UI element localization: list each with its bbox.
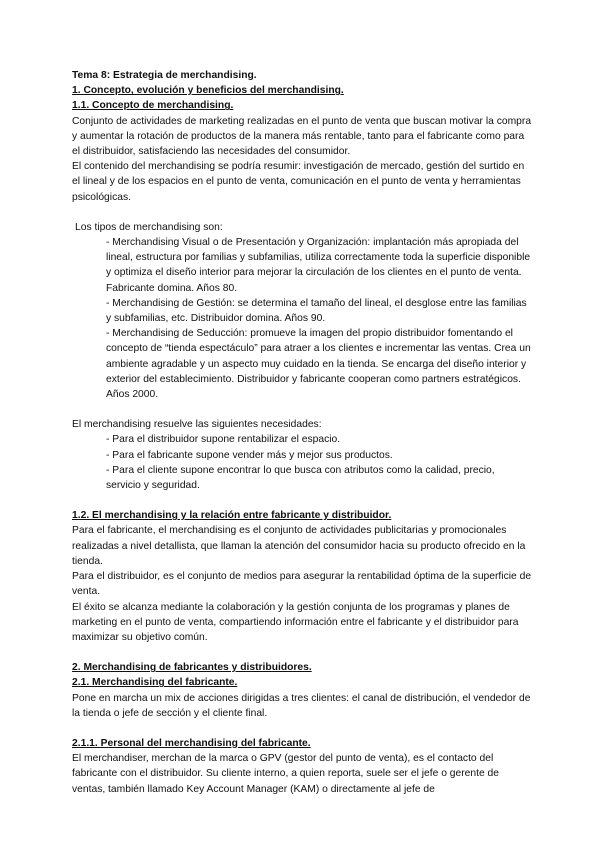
paragraph: Para el distribuidor, es el conjunto de medios para asegurar la rentabilidad óptima de la superficie de venta. [72,571,532,598]
list-item: - Merchandising de Seducción: promueve la imagen del propio distribuidor fomentando el concepto de “tienda espectáculo” para atraer a los clientes e incrementar las ventas. Crea un ambiente agradable y un aspecto muy cuidado en la tienda. Se encarga del diseño interior y exterior del establecimiento. Distribuidor y fabricante cooperan como partners estratégicos. Años 2000. [106,328,531,401]
section-heading-1-2: 1.2. El merchandising y la relación entre fabricante y distribuidor. [72,510,392,522]
list-item: - Merchandising de Gestión: se determina el tamaño del lineal, el desglose entre las familias y subfamilias, etc. Distribuidor domina. Años 90. [106,297,527,325]
paragraph: El contenido del merchandising se podría resumir: investigación de mercado, gestión del surtido en el lineal y de los espacios en el punto de venta, comunicación en el punto de venta y herramientas psicológicas. [72,161,525,203]
paragraph: El éxito se alcanza mediante la colaboración y la gestión conjunta de los programas y planes de marketing en el punto de venta, compartiendo información entre el fabricante y el distribuidor para maximizar su objetivo común. [72,601,519,643]
document-title: Tema 8: Estrategia de merchandising. [72,70,257,81]
document-page [72,68,532,797]
section-heading-1: 1. Concepto, evolución y beneficios del merchandising. [72,85,344,97]
list-item: - Merchandising Visual o de Presentación y Organización: implantación más apropiada del lineal, estructura por familias y subfamilias, utiliza correctamente toda la superficie disponible y optimiza el diseño interior para mejorar la circulación de los clientes en el punto de venta. Fabricante domina. Años 80. [106,237,531,294]
list-item: - Para el cliente supone encontrar lo que busca con atributos como la calidad, precio, servicio y seguridad. [106,464,495,492]
needs-intro: El merchandising resuelve las siguientes necesidades: [72,419,322,431]
types-intro: Los tipos de merchandising son: [75,221,223,233]
section-heading-1-1: 1.1. Concepto de merchandising. [72,100,234,112]
paragraph: El merchandiser, merchan de la marca o GPV (gestor del punto de venta), es el contacto del fabricante con el distribuidor. Su cliente interno, a quien reporta, suele ser el jefe o gerente de ventas, también llamado Key Account Manager (KAM) o directamente al jefe de [72,753,500,795]
types-list [106,235,532,402]
paragraph: Pone en marcha un mix de acciones dirigidas a tres clientes: el canal de distribución, el vendedor de la tienda o jefe de sección y el cliente final. [72,692,531,719]
list-item: - Para el distribuidor supone rentabilizar el espacio. [106,434,341,446]
needs-list [106,432,532,493]
list-item: - Para el fabricante supone vender más y mejor sus productos. [106,449,393,461]
section-heading-2-1: 2.1. Merchandising del fabricante. [72,677,238,689]
section-heading-2-1-1: 2.1.1. Personal del merchandising del fabricante. [72,737,311,749]
section-heading-2: 2. Merchandising de fabricantes y distribuidores. [72,662,312,674]
paragraph: Conjunto de actividades de marketing realizadas en el punto de venta que buscan motivar la compra y aumentar la rotación de productos de la manera más rentable, tanto para el fabricante como para el distribuidor, satisfaciendo las necesidades del consumidor. [72,115,532,158]
paragraph: Para el fabricante, el merchandising es el conjunto de actividades publicitarias y promocionales realizadas a nivel detallista, que llaman la atención del consumidor hacia su producto ofrecido en la tienda. [72,525,526,567]
